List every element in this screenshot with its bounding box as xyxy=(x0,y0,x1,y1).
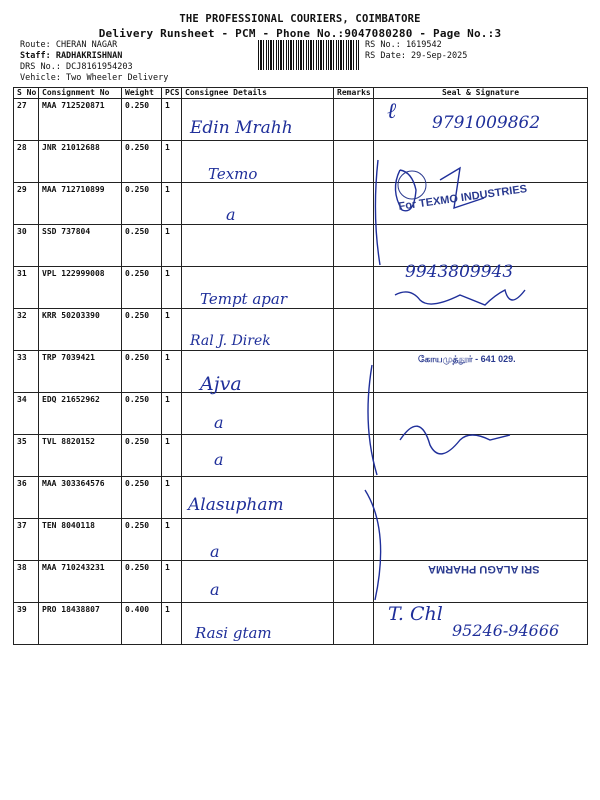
cell-sno: 39 xyxy=(14,603,39,645)
runsheet-subtitle: Delivery Runsheet - PCM - Phone No.:9047080280 - Page No.:3 xyxy=(98,27,502,40)
cell-pcs: 1 xyxy=(162,309,182,351)
texmo-stamp-circle xyxy=(398,171,426,199)
cell-weight: 0.250 xyxy=(122,435,162,477)
cell-consignment: KRR 50203390 xyxy=(39,309,122,351)
cell-pcs: 1 xyxy=(162,561,182,603)
cell-pcs: 1 xyxy=(162,477,182,519)
cell-weight: 0.250 xyxy=(122,561,162,603)
cell-weight: 0.250 xyxy=(122,477,162,519)
hw-phone-40: 95246-94666 xyxy=(452,621,560,640)
hw-consignee-37: Alasupham xyxy=(188,495,284,515)
cell-consignment: VPL 122999008 xyxy=(39,267,122,309)
hw-consignee-30: a xyxy=(226,205,236,224)
rs-date-text: RS Date: 29-Sep-2025 xyxy=(365,51,468,61)
cell-sno: 27 xyxy=(14,99,39,141)
cell-sno: 32 xyxy=(14,309,39,351)
cell-sno: 36 xyxy=(14,477,39,519)
scribble-35 xyxy=(400,426,510,454)
bracket-33-35 xyxy=(368,365,377,475)
hw-signature-27: ℓ xyxy=(387,99,397,124)
staff-text: Staff: RADHAKRISHNAN xyxy=(20,51,123,61)
cell-sno: 29 xyxy=(14,183,39,225)
cell-pcs: 1 xyxy=(162,267,182,309)
rs-no-text: RS No.: 1619542 xyxy=(365,40,442,50)
cell-weight: 0.250 xyxy=(122,393,162,435)
cell-consignment: JNR 21012688 xyxy=(39,141,122,183)
cell-pcs: 1 xyxy=(162,141,182,183)
alagu-stamp: SRI ALAGU PHARMA xyxy=(428,563,540,575)
kovai-stamp: கோயமுத்தூர் - 641 029. xyxy=(418,354,516,364)
col-remarks: Remarks xyxy=(334,88,374,99)
hw-consignee-34: a xyxy=(214,413,224,432)
hw-consignee-32: Ral J. Direk xyxy=(190,333,271,349)
cell-consignment: TVL 8820152 xyxy=(39,435,122,477)
hw-phone-31: 9943809943 xyxy=(405,262,514,282)
cell-weight: 0.250 xyxy=(122,183,162,225)
cell-sno: 35 xyxy=(14,435,39,477)
cell-weight: 0.250 xyxy=(122,519,162,561)
col-seal: Seal & Signature xyxy=(374,88,588,99)
route-text: Route: CHERAN NAGAR xyxy=(20,40,118,50)
cell-sno: 33 xyxy=(14,351,39,393)
cell-weight: 0.250 xyxy=(122,351,162,393)
hw-consignee-35: a xyxy=(214,450,224,469)
scribble-32 xyxy=(395,290,525,305)
cell-weight: 0.250 xyxy=(122,225,162,267)
cell-pcs: 1 xyxy=(162,99,182,141)
cell-consignment: MAA 710243231 xyxy=(39,561,122,603)
col-consignee: Consignee Details xyxy=(182,88,334,99)
cell-sno: 30 xyxy=(14,225,39,267)
drs-text: DRS No.: DCJ8161954203 xyxy=(20,62,133,72)
hw-consignee-40: Rasi gtam xyxy=(195,624,272,642)
vehicle-text: Vehicle: Two Wheeler Delivery xyxy=(20,73,169,83)
col-weight: Weight xyxy=(122,88,162,99)
cell-weight: 0.250 xyxy=(122,99,162,141)
cell-sno: 37 xyxy=(14,519,39,561)
texmo-stamp: For TEXMO INDUSTRIES xyxy=(397,183,528,213)
hw-consignee-33: Ajva xyxy=(200,373,242,395)
cell-sno: 38 xyxy=(14,561,39,603)
col-sno: S No xyxy=(14,88,39,99)
cell-weight: 0.250 xyxy=(122,309,162,351)
cell-consignment: TRP 7039421 xyxy=(39,351,122,393)
cell-pcs: 1 xyxy=(162,393,182,435)
cell-pcs: 1 xyxy=(162,225,182,267)
cell-consignment: MAA 303364576 xyxy=(39,477,122,519)
cell-pcs: 1 xyxy=(162,519,182,561)
cell-consignment: EDQ 21652962 xyxy=(39,393,122,435)
cell-weight: 0.250 xyxy=(122,267,162,309)
cell-pcs: 1 xyxy=(162,603,182,645)
hw-consignee-39: a xyxy=(210,580,220,599)
cell-consignment: SSD 737804 xyxy=(39,225,122,267)
cell-consignment: MAA 712520871 xyxy=(39,99,122,141)
hw-consignee-27: Edin Mrahh xyxy=(190,118,293,138)
cell-weight: 0.400 xyxy=(122,603,162,645)
bracket-37-39 xyxy=(365,490,381,600)
bracket-28-31 xyxy=(375,160,380,265)
cell-sno: 31 xyxy=(14,267,39,309)
hw-phone-27: 9791009862 xyxy=(432,113,541,133)
company-title: THE PROFESSIONAL COURIERS, COIMBATORE xyxy=(179,13,421,25)
col-consignment: Consignment No xyxy=(39,88,122,99)
hw-consignee-28: Texmo xyxy=(208,165,258,183)
cell-pcs: 1 xyxy=(162,435,182,477)
cell-consignment: PRO 18438807 xyxy=(39,603,122,645)
cell-consignment: TEN 8040118 xyxy=(39,519,122,561)
cell-sno: 34 xyxy=(14,393,39,435)
hw-consignee-31: Tempt apar xyxy=(200,290,287,308)
cell-pcs: 1 xyxy=(162,351,182,393)
cell-weight: 0.250 xyxy=(122,141,162,183)
cell-sno: 28 xyxy=(14,141,39,183)
cell-consignment: MAA 712710899 xyxy=(39,183,122,225)
col-pcs: PCS xyxy=(162,88,182,99)
hw-signature-40: T. Chl xyxy=(388,603,443,625)
cell-pcs: 1 xyxy=(162,183,182,225)
hw-consignee-38: a xyxy=(210,542,220,561)
